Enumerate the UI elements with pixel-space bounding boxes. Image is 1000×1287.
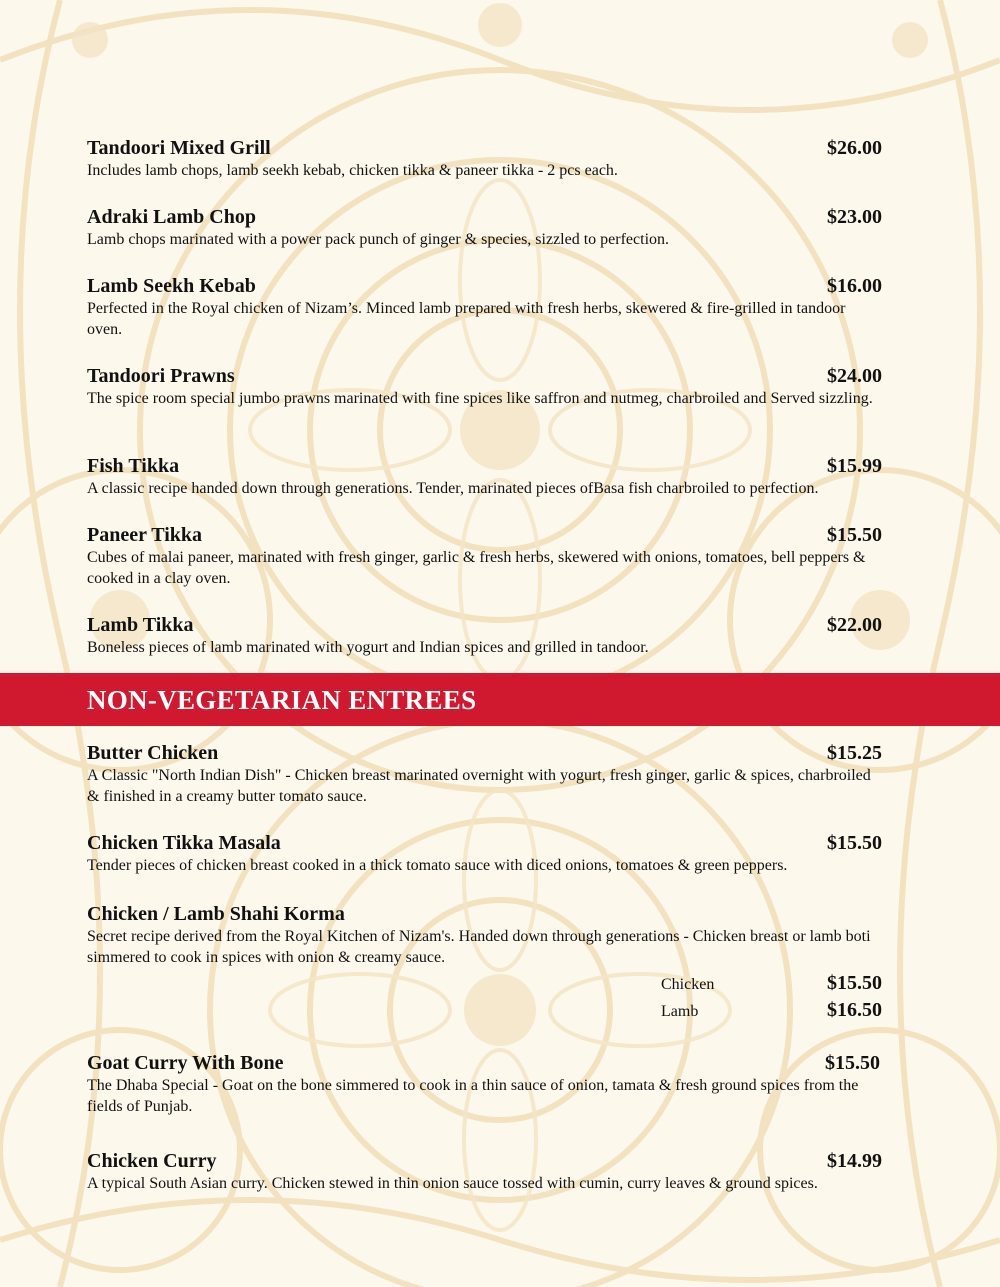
item-name: Adraki Lamb Chop — [87, 206, 256, 228]
item-description: Includes lamb chops, lamb seekh kebab, chicken tikka & paneer tikka - 2 pcs each. — [87, 162, 618, 179]
item-price: $24.00 — [827, 365, 882, 387]
item-price: $23.00 — [827, 206, 882, 228]
section-title: NON-VEGETARIAN ENTREES — [87, 685, 477, 715]
item-description: A classic recipe handed down through generations. Tender, marinated pieces ofBasa fish charbroiled to perfection. — [87, 480, 819, 497]
item-name: Butter Chicken — [87, 742, 219, 764]
menu-item — [87, 274, 882, 340]
variant-label: Chicken — [661, 976, 715, 993]
item-description: A Classic "North Indian Dish" - Chicken breast marinated overnight with yogurt, fresh ginger, garlic & spices, charbroiled & finished in a creamy butter tomato sauce. — [87, 767, 871, 805]
menu-item — [87, 831, 882, 876]
section-header-band — [0, 673, 1000, 726]
menu-item — [87, 613, 882, 658]
item-description: Cubes of malai paneer, marinated with fresh ginger, garlic & fresh herbs, skewered with onions, tomatoes, bell peppers & cooked in a clay oven. — [87, 549, 866, 587]
menu-item — [87, 902, 882, 968]
item-name: Chicken Tikka Masala — [87, 832, 281, 854]
menu-item — [87, 454, 882, 499]
menu-item — [87, 1051, 882, 1117]
menu-item — [87, 523, 882, 589]
item-description: Secret recipe derived from the Royal Kitchen of Nizam's. Handed down through generations - Chicken breast or lamb boti simmered to cook in spices with onion & creamy sauce. — [87, 928, 871, 966]
item-name: Lamb Seekh Kebab — [87, 275, 256, 297]
item-description: The Dhaba Special - Goat on the bone simmered to cook in a thin sauce of onion, tamata & fresh ground spices from the fields of Punjab. — [87, 1077, 859, 1115]
item-description: A typical South Asian curry. Chicken stewed in thin onion sauce tossed with cumin, curry leaves & ground spices. — [87, 1175, 818, 1192]
item-price: $15.25 — [827, 742, 882, 764]
item-name: Goat Curry With Bone — [87, 1052, 284, 1074]
item-description: Boneless pieces of lamb marinated with yogurt and Indian spices and grilled in tandoor. — [87, 639, 649, 656]
item-price: $15.99 — [827, 455, 882, 477]
variant-price: $16.50 — [827, 999, 882, 1021]
menu-item — [87, 205, 882, 250]
item-description: Perfected in the Royal chicken of Nizam’s. Minced lamb prepared with fresh herbs, skewered & fire-grilled in tandoor oven. — [87, 300, 846, 338]
item-description: The spice room special jumbo prawns marinated with fine spices like saffron and nutmeg, charbroiled and Served sizzling. — [87, 390, 873, 407]
menu-item — [87, 741, 882, 807]
menu-item — [87, 136, 882, 181]
item-name: Tandoori Mixed Grill — [87, 137, 271, 159]
item-description: Lamb chops marinated with a power pack punch of ginger & species, sizzled to perfection. — [87, 231, 670, 248]
item-name: Chicken / Lamb Shahi Korma — [87, 903, 345, 925]
item-name: Chicken Curry — [87, 1150, 217, 1172]
item-price: $15.50 — [825, 1052, 880, 1074]
item-price: $15.50 — [827, 524, 882, 546]
price-variant — [661, 998, 882, 1022]
item-price: $14.99 — [827, 1150, 882, 1172]
menu-item — [87, 364, 882, 409]
price-variant — [661, 971, 882, 995]
item-name: Paneer Tikka — [87, 524, 203, 546]
menu-item — [87, 1149, 882, 1194]
variant-label: Lamb — [661, 1003, 699, 1020]
variant-price: $15.50 — [827, 972, 882, 994]
item-name: Lamb Tikka — [87, 614, 194, 636]
item-name: Tandoori Prawns — [87, 365, 235, 387]
item-description: Tender pieces of chicken breast cooked in a thick tomato sauce with diced onions, tomatoes & green peppers. — [87, 857, 788, 874]
item-price: $15.50 — [827, 832, 882, 854]
item-name: Fish Tikka — [87, 455, 180, 477]
item-price: $16.00 — [827, 275, 882, 297]
item-price: $22.00 — [827, 614, 882, 636]
item-price: $26.00 — [827, 137, 882, 159]
